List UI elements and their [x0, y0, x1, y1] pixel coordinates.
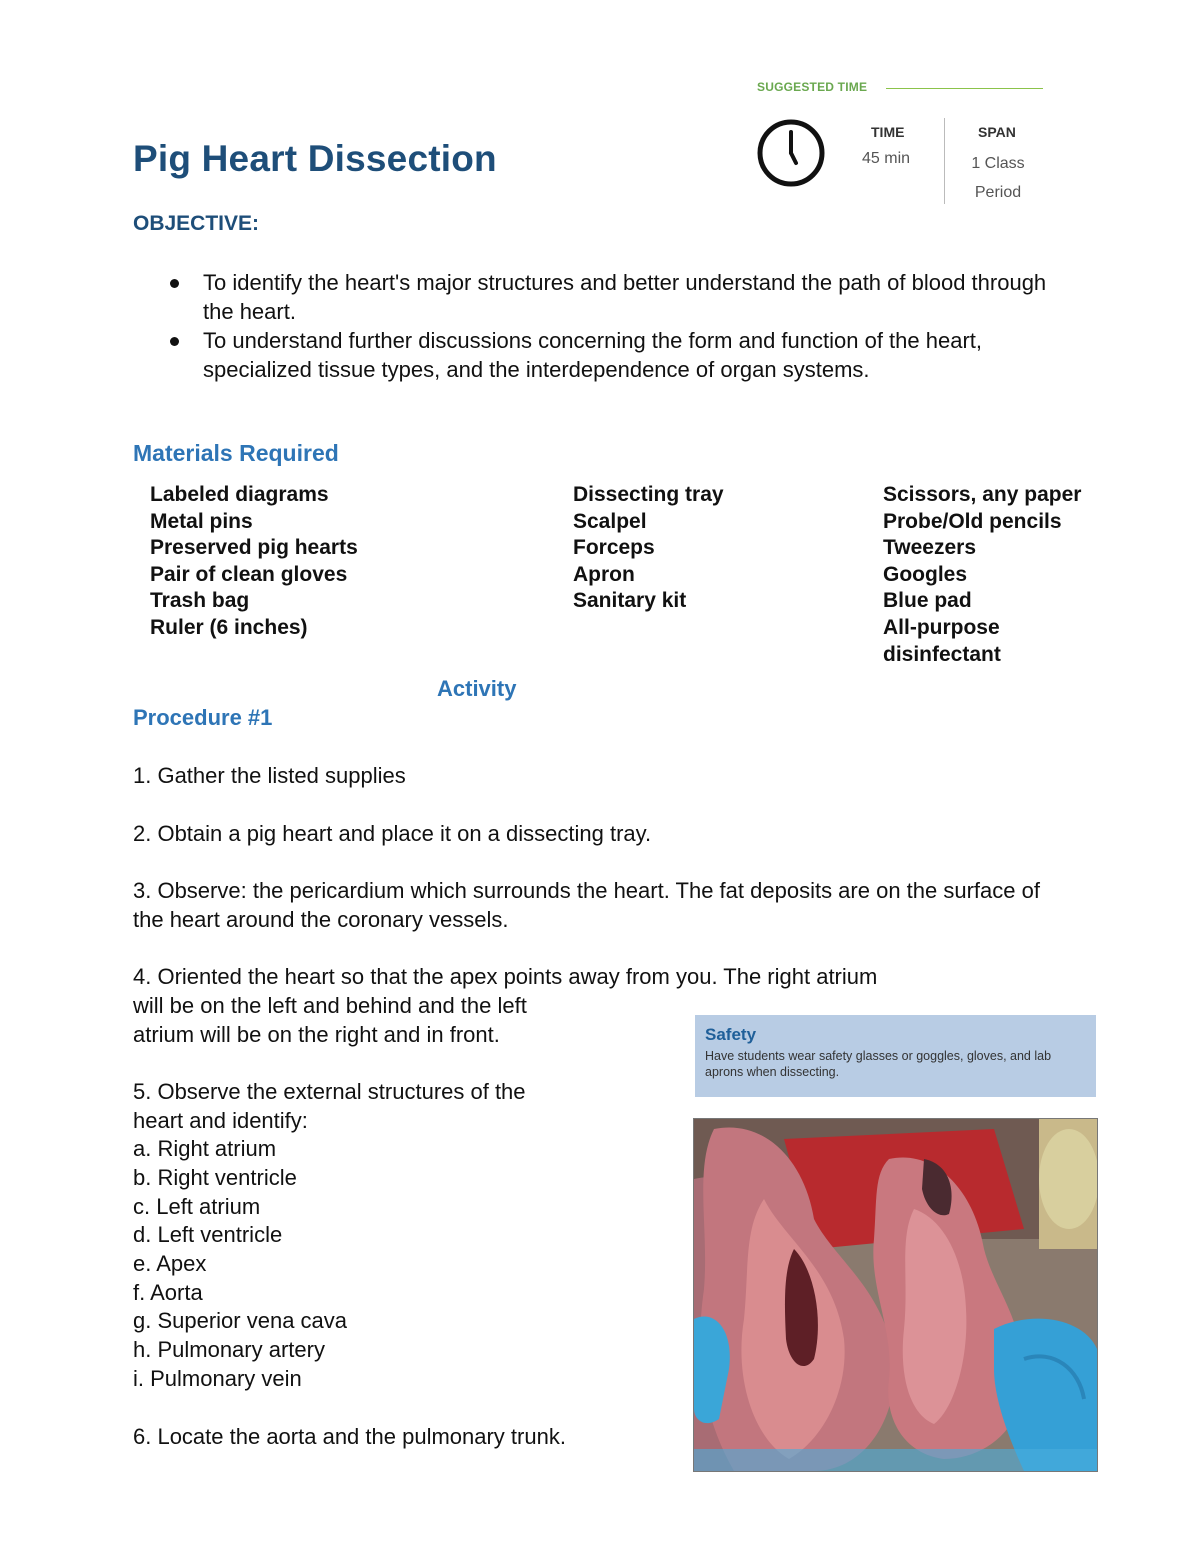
- span-label: SPAN: [978, 124, 1016, 140]
- objective-heading: OBJECTIVE:: [133, 212, 260, 235]
- safety-text: Have students wear safety glasses or goggles, gloves, and lab aprons when dissecting.: [705, 1049, 1052, 1079]
- materials-column-3: [883, 482, 1081, 668]
- objective-item: To identify the heart's major structures and better understand the path of blood through the heart.: [168, 268, 1058, 326]
- material-item: Googles: [883, 562, 968, 586]
- material-item: Forceps: [573, 536, 655, 560]
- safety-callout: [695, 1015, 1096, 1097]
- procedure-heading: Procedure #1: [133, 705, 273, 730]
- time-label: TIME: [871, 124, 905, 140]
- material-item: Tweezers: [883, 536, 976, 560]
- material-item: Probe/Old pencils: [883, 509, 1062, 533]
- page-title: Pig Heart Dissection: [133, 138, 497, 179]
- materials-column-1: [150, 482, 358, 642]
- procedure-step: 1. Gather the listed supplies: [133, 763, 406, 788]
- objective-list: [168, 268, 1058, 384]
- material-item: Sanitary kit: [573, 589, 687, 613]
- material-item: Trash bag: [150, 589, 250, 613]
- materials-column-2: [573, 482, 724, 615]
- structure-item: a. Right atrium: [133, 1136, 277, 1161]
- materials-heading: Materials Required: [133, 440, 339, 466]
- procedure-step-continued: heart and identify:: [133, 1108, 308, 1133]
- activity-heading: Activity: [437, 676, 517, 701]
- structure-item: g. Superior vena cava: [133, 1308, 348, 1333]
- clock-icon: [755, 117, 827, 189]
- material-item: Apron: [573, 562, 635, 586]
- dissected-pig-heart-photo: [693, 1118, 1098, 1472]
- suggested-time-rule: [886, 88, 1043, 89]
- material-item: Labeled diagrams: [150, 483, 329, 506]
- time-value: 45 min: [862, 150, 911, 167]
- procedure-step: 6. Locate the aorta and the pulmonary trunk.: [133, 1424, 566, 1449]
- material-item: disinfectant: [883, 642, 1001, 666]
- material-item: Scissors, any paper: [883, 483, 1082, 506]
- span-value: 1 Class Period: [971, 155, 1025, 201]
- procedure-step: 2. Obtain a pig heart and place it on a dissecting tray.: [133, 821, 652, 846]
- objective-item: To understand further discussions concerning the form and function of the heart, specialized tissue types, and the interdependence of organ systems.: [168, 326, 1058, 384]
- material-item: Scalpel: [573, 509, 647, 533]
- structure-item: i. Pulmonary vein: [133, 1366, 302, 1391]
- material-item: Metal pins: [150, 509, 253, 533]
- material-item: Preserved pig hearts: [150, 536, 358, 560]
- structure-item: d. Left ventricle: [133, 1222, 283, 1247]
- material-item: Blue pad: [883, 589, 972, 613]
- structure-item: h. Pulmonary artery: [133, 1337, 325, 1362]
- material-item: All-purpose: [883, 615, 1000, 639]
- structure-item: b. Right ventricle: [133, 1165, 297, 1190]
- time-span-divider: [944, 118, 945, 204]
- procedure-step-continued: atrium will be on the right and in front.: [133, 1022, 500, 1047]
- procedure-step: 5. Observe the external structures of the: [133, 1079, 526, 1104]
- structure-item: f. Aorta: [133, 1280, 203, 1305]
- procedure-step: 3. Observe: the pericardium which surrounds the heart. The fat deposits are on the surface of the heart around the coronary vessels.: [133, 878, 1040, 932]
- suggested-time-label: SUGGESTED TIME: [757, 80, 868, 94]
- safety-heading: Safety: [705, 1025, 757, 1044]
- material-item: Ruler (6 inches): [150, 615, 308, 639]
- structure-item: e. Apex: [133, 1251, 207, 1276]
- procedure-step: 4. Oriented the heart so that the apex points away from you. The right atrium: [133, 964, 878, 989]
- material-item: Pair of clean gloves: [150, 562, 348, 586]
- structure-item: c. Left atrium: [133, 1194, 261, 1219]
- procedure-step-continued: will be on the left and behind and the left: [133, 993, 527, 1018]
- material-item: Dissecting tray: [573, 483, 724, 506]
